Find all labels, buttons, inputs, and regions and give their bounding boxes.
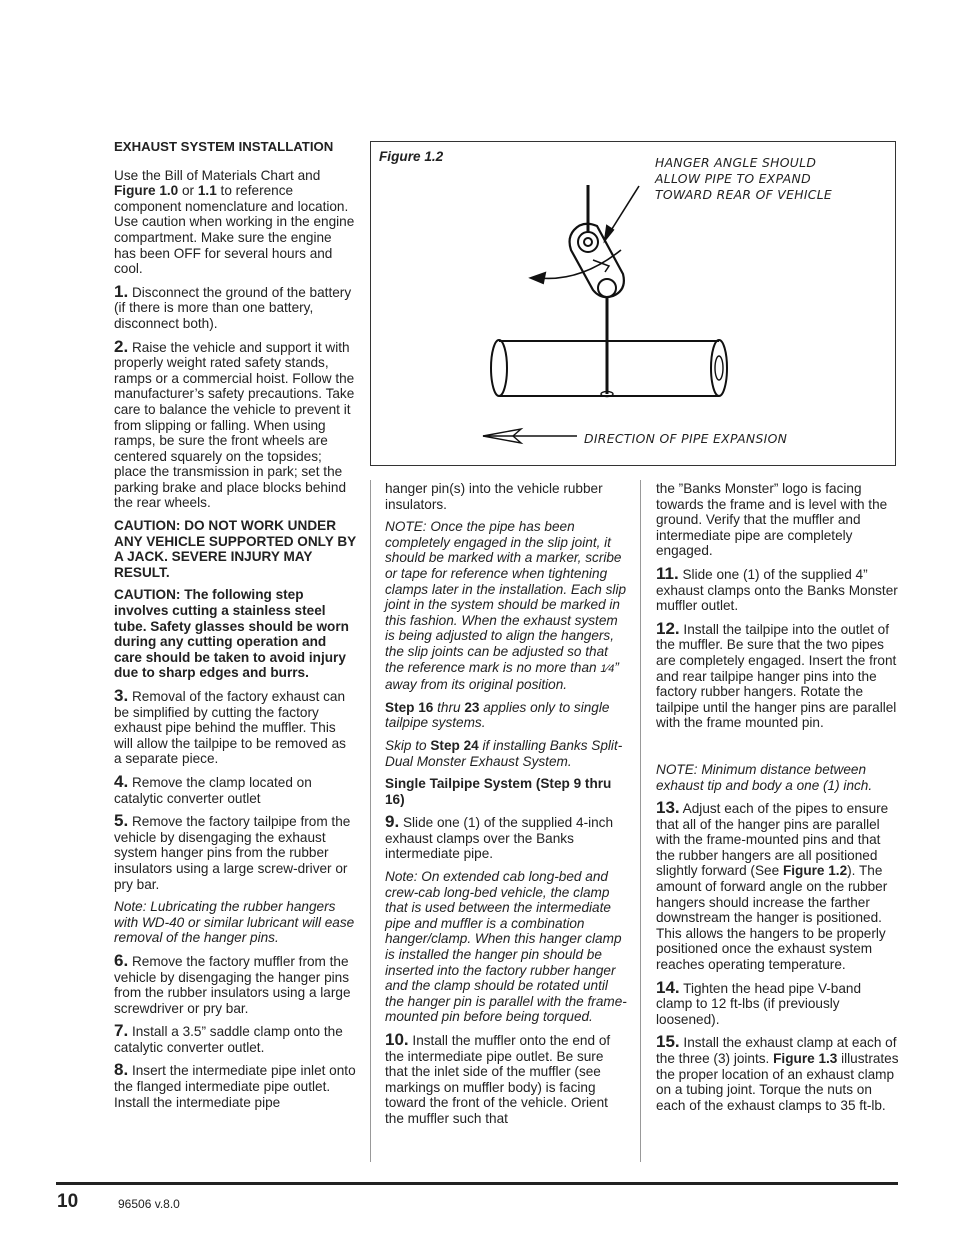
step-8	[114, 1062, 356, 1110]
document-version: 96506 v.8.0	[118, 1197, 180, 1211]
step-text: Install the tailpipe into the outlet of the muffler. Be sure that the two pipes are completely engaged. Insert the front and rear tailpipe hanger pins into the factory rubber hangers. Rotate the tailpipe until the hanger pins are parallel with the frame mounted pin.	[656, 621, 897, 731]
step-1	[114, 281, 356, 332]
callout-line: ALLOW PIPE TO EXPAND	[655, 171, 811, 186]
single-tailpipe-note	[385, 700, 629, 731]
step-number: 11.	[656, 563, 679, 583]
step-number: 9.	[385, 812, 400, 832]
step-text: illustrates the proper location of an exhaust clamp on a tubing joint. Torque the nuts on each of the exhaust clamps to 35 ft-lb.	[656, 1051, 899, 1113]
subheading-single-tailpipe: Single Tailpipe System (Step 9 thru 16)	[385, 776, 612, 807]
step-2	[114, 336, 356, 512]
callout-line: HANGER ANGLE SHOULD	[655, 155, 817, 170]
note-minimum-distance: NOTE: Minimum distance between exhaust tip and body a one (1) inch.	[656, 761, 873, 793]
caution-jack: CAUTION: DO NOT WORK UNDER ANY VEHICLE SUPPORTED ONLY BY A JACK. SEVERE INJURY MAY RESULT.	[114, 518, 356, 580]
note-text: thru	[433, 699, 465, 715]
note-lubricating: Note: Lubricating the rubber hangers with WD-40 or similar lubricant will ease removal of the hanger pins.	[114, 899, 355, 946]
note-text: if installing Banks Split-Dual Monster Exhaust System.	[385, 737, 623, 769]
step-number: 13.	[656, 798, 680, 818]
figure-ref: 1.1	[197, 183, 217, 199]
step-number: 8.	[114, 1060, 129, 1080]
step-number: 3.	[114, 686, 129, 705]
step-number: 2.	[114, 336, 129, 356]
column-divider	[370, 480, 371, 1162]
intro-text: or	[178, 183, 198, 199]
step-13	[656, 800, 900, 973]
hanger-illustration	[371, 142, 894, 464]
step-number: 1.	[114, 281, 129, 301]
note-slip-joint	[385, 519, 629, 693]
step-ref: 23	[464, 699, 480, 715]
middle-column	[385, 481, 629, 1134]
step-number: 5.	[114, 811, 129, 831]
step-text: Raise the vehicle and support it with properly weight rated safety stands, ramps or a commercial hoist. Follow the manufacturer’s safety precautions. Take care to balance the vehicle to prevent it from slipping or falling. When using ramps, be sure the front wheels are centered squarely on the topsides; place the transmission in park; set the parking brake and place blocks behind the rear wheels.	[114, 339, 355, 511]
step-8-continued: hanger pin(s) into the vehicle rubber insulators.	[385, 481, 603, 512]
note-text: Skip to	[385, 737, 431, 753]
footer-rule	[56, 1182, 898, 1185]
step-number: 12.	[656, 618, 680, 638]
step-10-continued: the ”Banks Monster” logo is facing towards the frame and is level with the ground. Verify that the muffler and intermediate pipe are completely engaged.	[656, 481, 888, 559]
step-ref: Step 24	[430, 737, 479, 753]
step-number: 14.	[656, 977, 680, 997]
step-14	[656, 977, 900, 1028]
left-column	[114, 139, 356, 1117]
skip-note	[385, 738, 629, 769]
figure-title: Figure 1.2	[379, 149, 444, 164]
step-text: Remove the factory muffler from the vehicle by disengaging the hanger pins from the rubber insulators using a large screwdriver or pry bar.	[114, 953, 351, 1016]
figure-1-2	[370, 141, 896, 466]
step-3	[114, 688, 356, 767]
step-7	[114, 1023, 356, 1055]
step-ref: Step 16	[385, 699, 434, 715]
intro-paragraph	[114, 168, 356, 277]
note-text: ” away from its original position.	[385, 659, 619, 693]
step-number: 6.	[114, 950, 129, 970]
step-text: Insert the intermediate pipe inlet onto the flanged intermediate pipe outlet. Install the intermediate pipe	[114, 1063, 356, 1110]
step-15	[656, 1034, 900, 1113]
note-text: NOTE: Once the pipe has been completely engaged in the slip joint, it should be marked with a marker, scribe or tape for reference when tightening clamps later in the installation. Each slip joint in the system should be marked in this fashion. When the exhaust system is being adjusted to align the hangers, the slip joints can be adjusted so that the reference mark is no more than	[385, 519, 627, 675]
step-text: Removal of the factory exhaust can be simplified by cutting the factory exhaust pipe behind the muffler. This will allow the tailpipe to be removed as a separate piece.	[114, 689, 346, 767]
step-text: Tighten the head pipe V-band clamp to 12 ft-lbs (if previously loosened).	[656, 980, 862, 1027]
step-text: Adjust each of the pipes to ensure that all of the hanger pins are parallel with the frame-mounted pins and that the rubber hangers are all positioned slightly forward (See	[656, 801, 889, 879]
step-10	[385, 1032, 629, 1127]
step-text: Slide one (1) of the supplied 4-inch exhaust clamps over the Banks intermediate pipe.	[385, 815, 614, 862]
note-extended-cab: Note: On extended cab long-bed and crew-cab long-bed vehicle, the clamp that is used between the intermediate pipe and muffler is a combination hanger/clamp. When this hanger clamp is installed the hanger pin should be inserted into the factory rubber hanger and the clamp should be rotated until the hanger pin is parallel with the frame-mounted pin before being torqued.	[385, 869, 627, 1025]
step-text: Slide one (1) of the supplied 4” exhaust clamps onto the Banks Monster muffler outlet.	[656, 566, 898, 614]
section-heading: EXHAUST SYSTEM INSTALLATION	[114, 139, 334, 154]
step-9	[385, 814, 629, 862]
page-number: 10	[57, 1191, 79, 1212]
figure-ref: Figure 1.0	[114, 183, 179, 199]
step-4	[114, 771, 356, 806]
step-text: Install a 3.5” saddle clamp onto the catalytic converter outlet.	[114, 1024, 343, 1055]
column-divider	[640, 480, 641, 1162]
step-number: 15.	[656, 1032, 680, 1052]
step-text: Install the muffler onto the end of the intermediate pipe outlet. Be sure that the inlet side of the muffler (see markings on muffler body) is facing toward the front of the vehicle. Orient the muffler such that	[385, 1033, 611, 1126]
step-number: 4.	[114, 771, 129, 791]
figure-ref: Figure 1.2	[782, 863, 848, 879]
step-6	[114, 950, 356, 1016]
intro-text: to reference component nomenclature and location. Use caution when working in the engine compartment. Make sure the engine has been OFF for several hours and cool.	[114, 183, 355, 277]
figure-ref: Figure 1.3	[773, 1051, 838, 1066]
step-number: 10.	[385, 1030, 409, 1049]
note-text: applies only to single tailpipe systems.	[385, 699, 610, 731]
caution-cutting: CAUTION: The following step involves cutting a stainless steel tube. Safety glasses should be worn during any cutting operation and care should be taken to avoid injury due to sharp edges and burrs.	[114, 587, 349, 681]
step-text: Disconnect the ground of the battery (if there is more than one battery, disconnect both).	[114, 284, 352, 331]
intro-text: Use the Bill of Materials Chart and	[114, 167, 321, 183]
step-text: ). The amount of forward angle on the rubber hangers should increase the farther downstream the hanger is positioned. This allows the hangers to be properly positioned once the exhaust system reaches operating temperature.	[656, 863, 888, 973]
callout-line: TOWARD REAR OF VEHICLE	[655, 187, 833, 202]
step-text: Remove the factory tailpipe from the vehicle by disengaging the exhaust system hanger pins from the rubber insulators using a large screw-driver or pry bar.	[114, 814, 351, 892]
callout-pipe-expansion: DIRECTION OF PIPE EXPANSION	[584, 431, 788, 446]
step-12	[656, 618, 900, 731]
step-text: Install the exhaust clamp at each of the three (3) joints.	[656, 1035, 897, 1066]
fraction: 1⁄4	[600, 662, 615, 675]
step-number: 7.	[114, 1021, 129, 1041]
step-text: Remove the clamp located on catalytic converter outlet	[114, 774, 312, 806]
step-5	[114, 813, 356, 892]
step-11	[656, 563, 900, 614]
right-column	[656, 481, 900, 1120]
